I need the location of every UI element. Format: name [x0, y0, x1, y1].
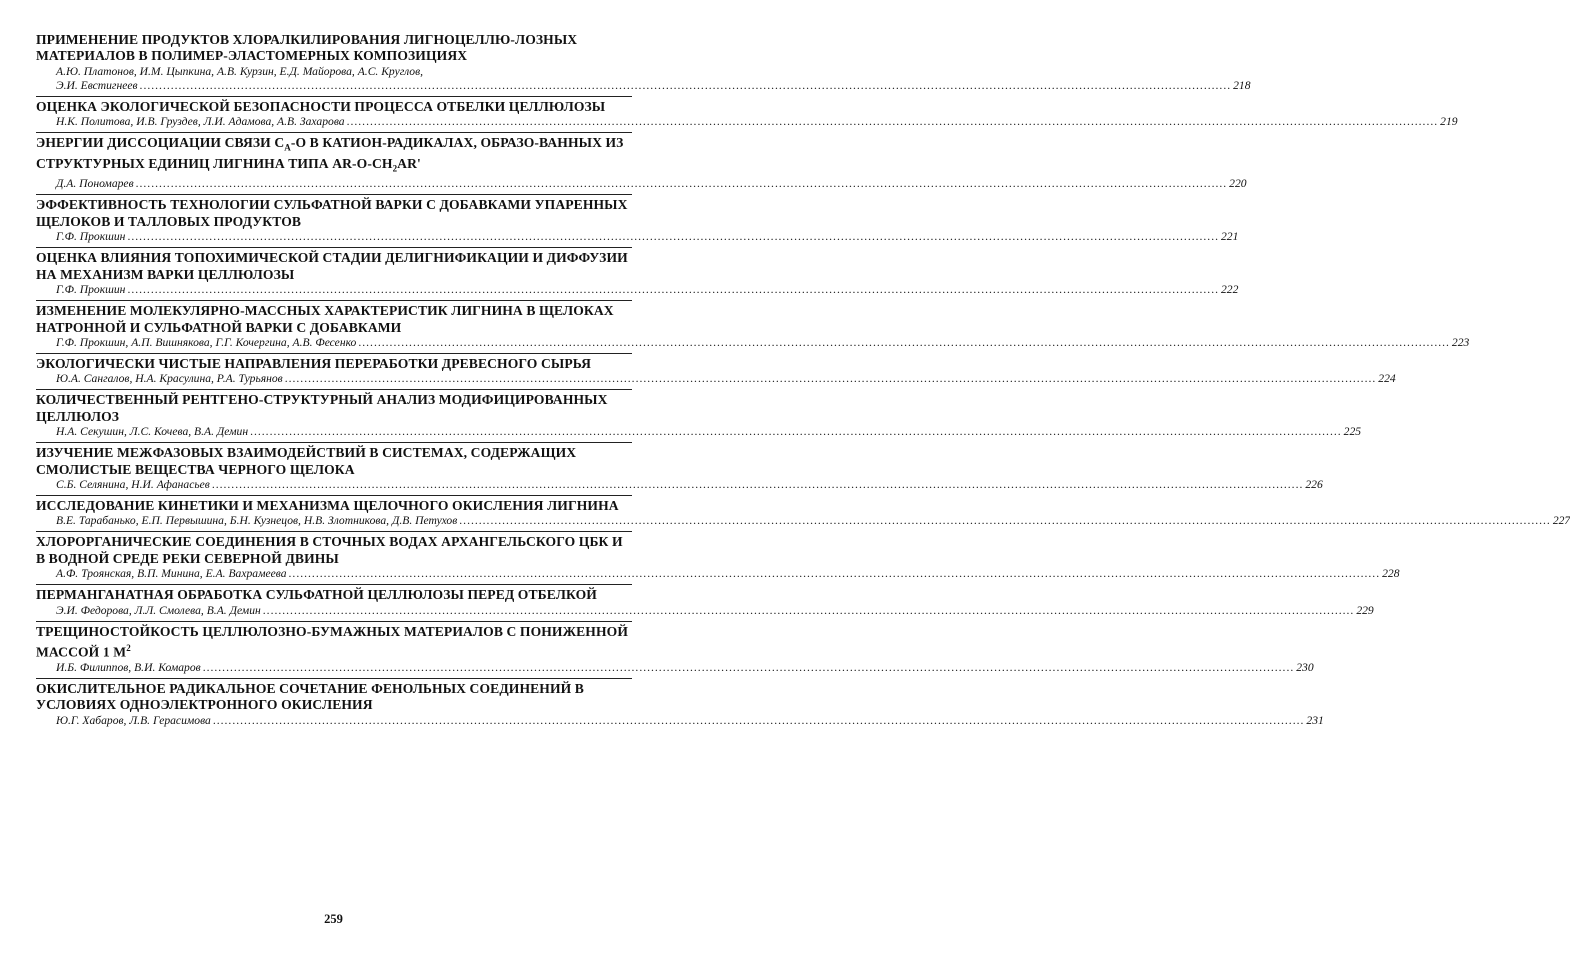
entry-title: ПРИМЕНЕНИЕ ПРОДУКТОВ ХЛОРАЛКИЛИРОВАНИЯ ЛИГНОЦЕЛЛЮ-ЛОЗНЫХ МАТЕРИАЛОВ В ПОЛИМЕР-ЭЛАСТОМЕРНЫХ КОМПОЗИЦИЯХ: [36, 32, 578, 64]
toc-entry: [36, 194, 1239, 244]
entry-title: ПЕРМАНГАНАТНАЯ ОБРАБОТКА СУЛЬФАТНОЙ ЦЕЛЛЮЛОЗЫ ПЕРЕД ОТБЕЛКОЙ: [36, 587, 597, 603]
entry-authors: Н.К. Политова, И.В. Груздев, Л.И. Адамова, А.В. Захарова: [56, 115, 345, 129]
entry-authors: Н.А. Секушин, Л.С. Кочева, В.А. Демин: [56, 425, 249, 439]
entry-title: ИЗМЕНЕНИЕ МОЛЕКУЛЯРНО-МАССНЫХ ХАРАКТЕРИСТИК ЛИГНИНА В ЩЕЛОКАХ НАТРОННОЙ И СУЛЬФАТНОЙ ВАРКИ С ДОБАВКАМИ: [36, 303, 614, 335]
toc-entry: [36, 531, 1400, 581]
entry-authors: Г.Ф. Прокшин: [56, 230, 126, 244]
entry-title: ЭФФЕКТИВНОСТЬ ТЕХНОЛОГИИ СУЛЬФАТНОЙ ВАРКИ С ДОБАВКАМИ УПАРЕННЫХ ЩЕЛОКОВ И ТАЛЛОВЫХ ПРОДУКТОВ: [36, 197, 628, 229]
entry-title: КОЛИЧЕСТВЕННЫЙ РЕНТГЕНО-СТРУКТУРНЫЙ АНАЛИЗ МОДИФИЦИРОВАННЫХ ЦЕЛЛЮЛОЗ: [36, 392, 608, 424]
toc-entry: [36, 389, 1362, 439]
entry-authors: Ю.Г. Хабаров, Л.В. Герасимова: [56, 713, 211, 727]
toc-entry: [36, 584, 1374, 617]
toc-entry: [36, 30, 1251, 93]
toc-entry: [36, 300, 1470, 350]
entry-page: 230: [1296, 660, 1314, 674]
entry-page: 223: [1451, 335, 1470, 349]
entry-title: ОЦЕНКА ВЛИЯНИЯ ТОПОХИМИЧЕСКОЙ СТАДИИ ДЕЛИГНИФИКАЦИИ И ДИФФУЗИИ НА МЕХАНИЗМ ВАРКИ ЦЕЛЛЮЛОЗЫ: [36, 250, 628, 282]
entry-title: ТРЕЩИНОСТОЙКОСТЬ ЦЕЛЛЮЛОЗНО-БУМАЖНЫХ МАТЕРИАЛОВ С ПОНИЖЕННОЙ МАССОЙ 1 $М^2$: [36, 623, 629, 660]
entry-page: 227: [1552, 514, 1570, 528]
entry-title: ОКИСЛИТЕЛЬНОЕ РАДИКАЛЬНОЕ СОЧЕТАНИЕ ФЕНОЛЬНЫХ СОЕДИНЕНИЙ В УСЛОВИЯХ ОДНОЭЛЕКТРОННОГО ОКИСЛЕНИЯ: [36, 680, 584, 713]
entry-authors: И.Б. Филиппов, В.И. Комаров: [56, 660, 201, 674]
entry-authors: Г.Ф. Прокшин: [56, 283, 126, 297]
entry-authors: Ю.А. Сангалов, Н.А. Красулина, Р.А. Турьянов: [56, 372, 283, 386]
toc-entry: [36, 353, 1396, 386]
entry-authors: Э.И. Федорова, Л.Л. Смолева, В.А. Демин: [56, 603, 261, 617]
entry-title: ХЛОРОРГАНИЧЕСКИЕ СОЕДИНЕНИЯ В СТОЧНЫХ ВОДАХ АРХАНГЕЛЬСКОГО ЦБК И В ВОДНОЙ СРЕДЕ РЕКИ СЕВЕРНОЙ ДВИНЫ: [36, 534, 623, 566]
entry-page: 222: [1221, 283, 1239, 297]
table-of-contents: [36, 30, 1570, 731]
entry-page: 231: [1306, 713, 1324, 727]
toc-entry: [36, 96, 1458, 129]
entry-title: ЭНЕРГИИ ДИССОЦИАЦИИ СВЯЗИ $С_A-О$ В КАТИОН-РАДИКАЛАХ, ОБРАЗО-ВАННЫХ ИЗ СТРУКТУРНЫХ ЕДИНИЦ ЛИГНИНА ТИПА $AR-O-CH_2AR'$: [36, 135, 624, 175]
entry-title: ОЦЕНКА ЭКОЛОГИЧЕСКОЙ БЕЗОПАСНОСТИ ПРОЦЕССА ОТБЕЛКИ ЦЕЛЛЮЛОЗЫ: [36, 98, 606, 114]
page-number: 259: [324, 912, 343, 926]
entry-title: ИССЛЕДОВАНИЕ КИНЕТИКИ И МЕХАНИЗМА ЩЕЛОЧНОГО ОКИСЛЕНИЯ ЛИГНИНА: [36, 497, 619, 513]
entry-page: 224: [1378, 372, 1396, 386]
entry-authors: В.Е. Тарабанько, Е.П. Первышина, Б.Н. Кузнецов, Н.В. Злотникова, Д.В. Петухов: [56, 514, 458, 528]
entry-page: 228: [1382, 567, 1400, 581]
entry-authors: С.Б. Селянина, Н.И. Афанасьев: [56, 477, 210, 491]
entry-authors-line: А.Ю. Платонов, И.М. Цыпкина, А.В. Курзин, Е.Д. Майорова, А.С. Круглов,: [56, 64, 424, 78]
toc-entry: [36, 442, 1323, 492]
entry-title: ИЗУЧЕНИЕ МЕЖФАЗОВЫХ ВЗАИМОДЕЙСТВИЙ В СИСТЕМАХ, СОДЕРЖАЩИХ СМОЛИСТЫЕ ВЕЩЕСТВА ЧЕРНОГО ЩЕЛОКА: [36, 445, 577, 477]
entry-page: 218: [1233, 78, 1251, 92]
entry-page: 226: [1305, 477, 1323, 491]
entry-authors: Г.Ф. Прокшин, А.П. Вишнякова, Г.Г. Кочергина, А.В. Фесенко: [56, 335, 357, 349]
entry-page: 225: [1343, 425, 1362, 439]
entry-page: 221: [1221, 230, 1239, 244]
toc-entry: [36, 621, 1314, 675]
toc-entry: [36, 247, 1239, 297]
toc-entry: [36, 495, 1570, 528]
toc-entry: [36, 678, 1324, 728]
entry-title: ЭКОЛОГИЧЕСКИ ЧИСТЫЕ НАПРАВЛЕНИЯ ПЕРЕРАБОТКИ ДРЕВЕСНОГО СЫРЬЯ: [36, 355, 592, 371]
entry-page: 219: [1440, 115, 1458, 129]
entry-page: 220: [1229, 177, 1247, 191]
entry-page: 229: [1356, 603, 1374, 617]
entry-authors: Э.И. Евстигнеев: [56, 78, 138, 92]
entry-authors: А.Ф. Троянская, В.П. Минина, Е.А. Вахрамеева: [56, 567, 287, 581]
entry-authors: Д.А. Пономарев: [56, 177, 134, 191]
toc-entry: [36, 132, 1247, 191]
